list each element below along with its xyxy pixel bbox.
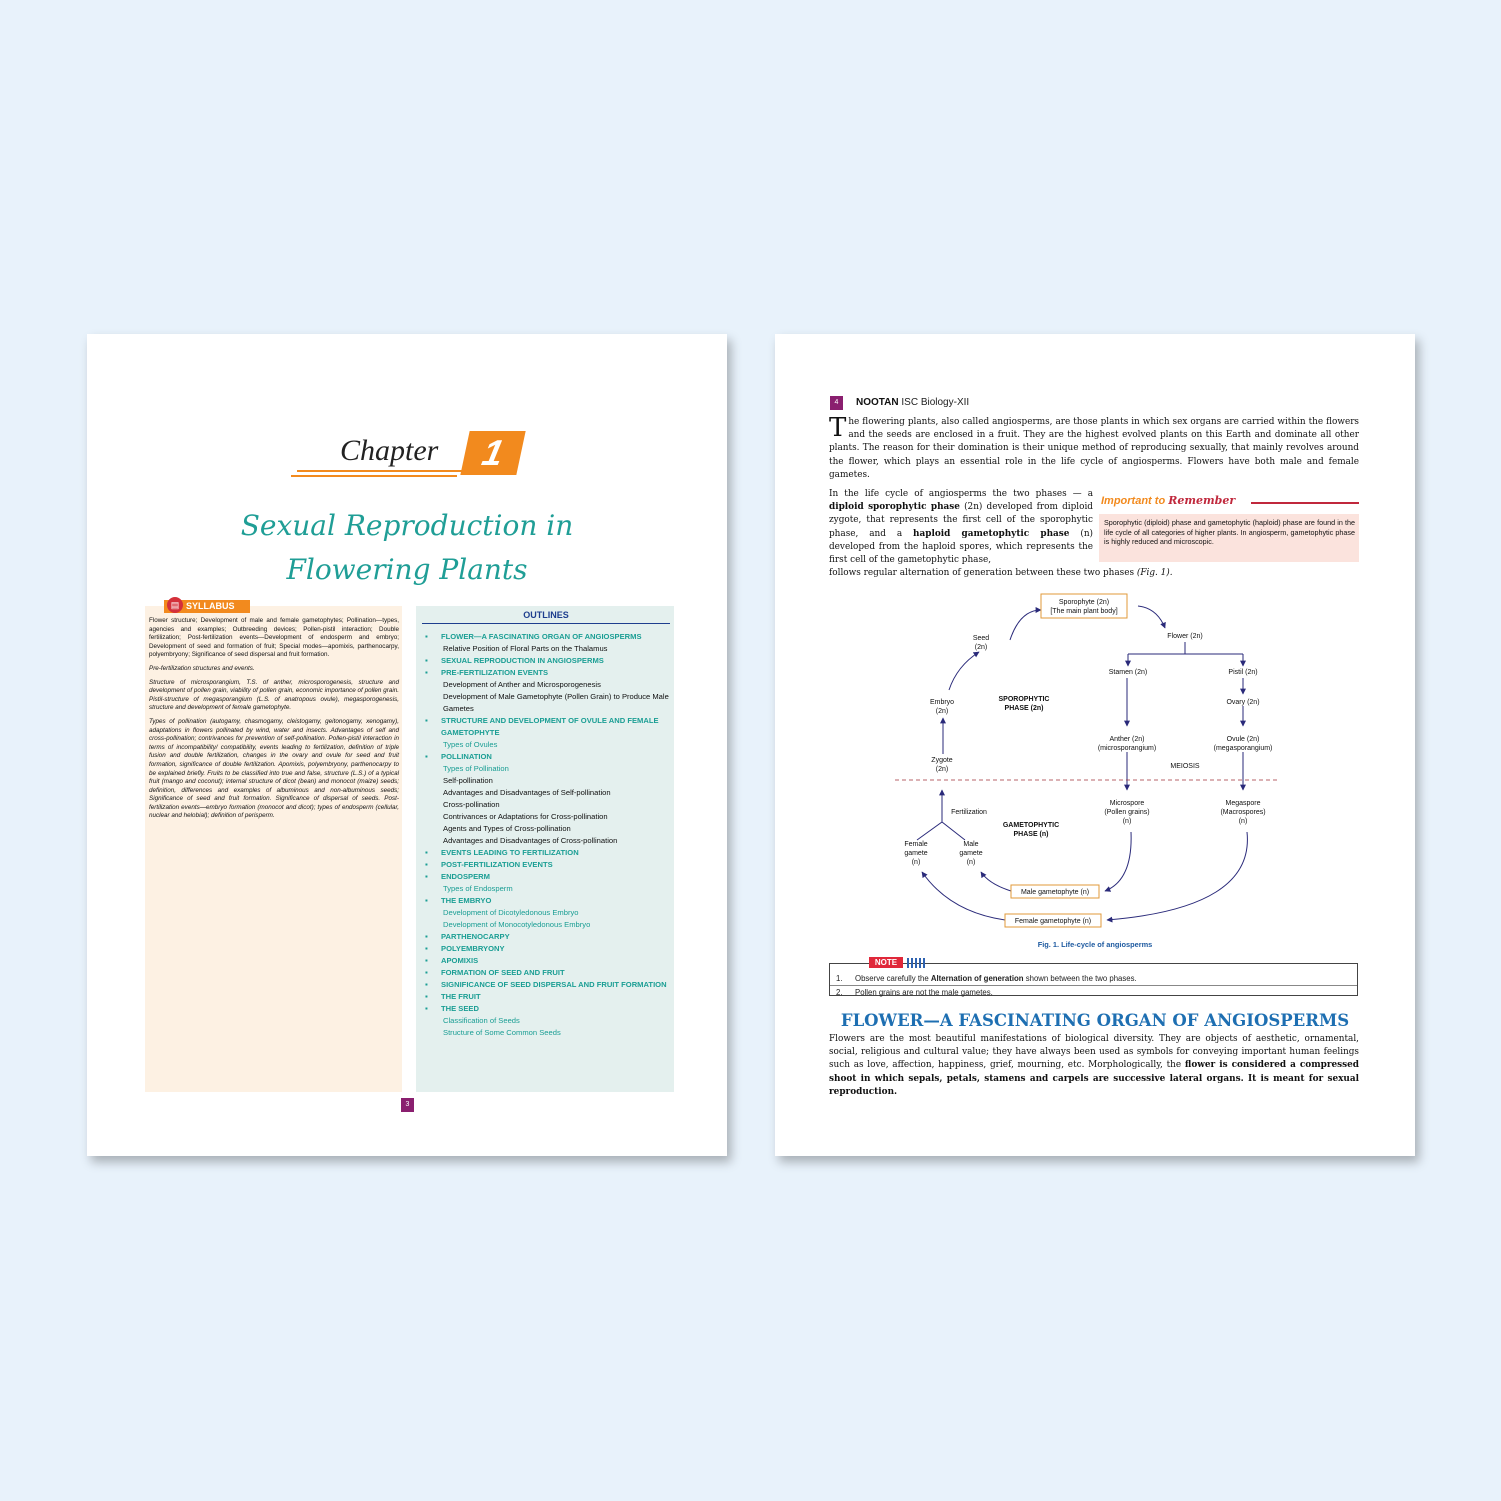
microspore-label: Microspore (1109, 800, 1145, 807)
chapter-underline (297, 470, 465, 472)
figure-caption: Fig. 1. Life-cycle of angiosperms (1037, 940, 1153, 949)
chapter-title-line1: Sexual Reproduction in (240, 509, 574, 542)
outline-item: ▪ THE FRUIT (425, 991, 675, 1003)
outline-item: Development of Monocotyledonous Embryo (443, 920, 591, 929)
outline-item: Contrivances or Adaptations for Cross-pollination (443, 812, 608, 821)
syllabus-paragraph: Flower structure; Development of male and female gametophytes; Pollination—types, agencies and examples; Outbreeding devices; Pollen-pistil interaction; Double fertilization; Post-fertilization events—Development of endosperm and embryo; Development of seed and formation of fruit; Special modes—apomixis, parthenocarpy, polyembryony; Significance of seed dispersal and fruit formation. (149, 617, 399, 659)
left-page (87, 334, 727, 1156)
outline-item: ▪ APOMIXIS (425, 955, 675, 967)
right-page (775, 334, 1415, 1156)
outline-item: ▪ FORMATION OF SEED AND FRUIT (425, 967, 675, 979)
outline-item: Advantages and Disadvantages of Self-pollination (443, 788, 611, 797)
note-text: Observe carefully the (855, 974, 931, 983)
pistil-label: Pistil (2n) (1228, 669, 1258, 676)
life-cycle-diagram (895, 590, 1295, 936)
lifecycle-bold: diploid sporophytic phase (829, 502, 960, 513)
page-number: 3 (401, 1098, 414, 1112)
outline-item: Types of Endosperm (443, 884, 513, 893)
arrow-sporophyte-flower (1138, 606, 1165, 628)
arrow-megaspore-femalegametophyte (1107, 832, 1247, 920)
intro-paragraph (829, 413, 1359, 482)
note-bars-icon (907, 958, 925, 968)
male-gamete-label-2: gamete (959, 850, 983, 857)
arrow-femalegametophyte-femalegamete (922, 872, 1005, 920)
gametophytic-phase-label: GAMETOPHYTIC (1002, 822, 1060, 829)
outline-item: Classification of Seeds (443, 1016, 520, 1025)
outline-item: Types of Pollination (443, 764, 509, 773)
outline-item: Agents and Types of Cross-pollination (443, 824, 571, 833)
embryo-ploidy: (2n) (935, 708, 949, 715)
meiosis-label: MEIOSIS (1170, 763, 1200, 770)
outline-item: ▪ EVENTS LEADING TO FERTILIZATION (425, 847, 675, 859)
female-gamete-label-2: gamete (904, 850, 928, 857)
male-gametophyte-label: Male gametophyte (n) (1020, 889, 1090, 896)
outline-item: Types of Ovules (443, 740, 498, 749)
outline-item: ▪ FLOWER—A FASCINATING ORGAN OF ANGIOSPERMS (425, 631, 675, 643)
note-text: Pollen grains are not the male gametes. (855, 988, 993, 997)
lifecycle-text: In the life cycle of angiosperms the two phases — a (829, 489, 1093, 499)
female-gametophyte-label: Female gametophyte (n) (1014, 918, 1092, 925)
note-number: 1. (836, 974, 843, 983)
anther-label: Anther (2n) (1109, 736, 1145, 743)
arrow-malegametophyte-malegamete (981, 872, 1011, 891)
page-number: 4 (830, 396, 843, 410)
outline-item: Structure of Some Common Seeds (443, 1028, 561, 1037)
note-label: NOTE (869, 957, 903, 968)
outline-item: Relative Position of Floral Parts on the Thalamus (443, 644, 608, 653)
outline-item: ▪ ENDOSPERM (425, 871, 675, 883)
lifecycle-paragraph (829, 488, 1093, 567)
outline-item: ▪ POST-FERTILIZATION EVENTS (425, 859, 675, 871)
syllabus-text (149, 617, 399, 826)
outline-item: ▪ STRUCTURE AND DEVELOPMENT OF OVULE AND FEMALE GAMETOPHYTE (425, 715, 675, 739)
note-divider (830, 985, 1357, 986)
remember-label: Remember (1168, 494, 1236, 507)
zygote-label: Zygote (931, 757, 953, 764)
anther-sublabel: (microsporangium) (1097, 745, 1157, 752)
microspore-ploidy: (n) (1122, 818, 1132, 825)
outline-item: Development of Anther and Microsporogenesis (443, 680, 601, 689)
chapter-underline-2 (291, 475, 457, 477)
important-heading (1101, 494, 1235, 507)
important-label: Important to (1101, 495, 1169, 507)
outline-item: Development of Dicotyledonous Embryo (443, 908, 579, 917)
flower-label: Flower (2n) (1167, 633, 1203, 640)
outlines-title: OUTLINES (523, 610, 569, 620)
gametophytic-phase-ploidy: PHASE (n) (1013, 831, 1049, 838)
important-text: Sporophytic (diploid) phase and gametophytic (haploid) phase are found in the life cycle of all categories of higher plants. In angiosperm, gametophytic phase is highly reduced and microscopic. (1104, 518, 1355, 547)
outline-item: ▪ POLYEMBRYONY (425, 943, 675, 955)
microspore-sublabel: (Pollen grains) (1104, 809, 1150, 816)
arrow-microspore-malegametophyte (1105, 832, 1131, 891)
megaspore-sublabel: (Macrospores) (1220, 809, 1266, 816)
outline-item: Development of Male Gametophyte (Pollen Grain) to Produce Male Gametes (443, 692, 669, 713)
sporophyte-label: Sporophyte (2n) (1058, 599, 1110, 606)
header-brand: NOOTAN (856, 397, 899, 408)
flower-paragraph (829, 1033, 1359, 1099)
note-item (830, 987, 1357, 998)
lifecycle-text: (n) developed from the haploid spores, which represents the first cell of the gametophytic phase, (829, 528, 1094, 566)
flower-bold-text: flower is considered a compressed shoot in which sepals, petals, stamens and carpels are successive lateral organs. It is meant for sexual reproduction. (829, 1060, 1359, 1097)
flower-text: Flowers are the most beautiful manifestations of biological diversity. They are objects of aesthetic, ornamental, social, religious and cultural value; they have always been used as symbols for conveying important human feelings such as love, affection, happiness, grief, mourning, etc. Morphologically, the (829, 1034, 1359, 1071)
chapter-label: Chapter (340, 434, 439, 467)
seed-ploidy: (2n) (974, 644, 988, 651)
section-heading: FLOWER—A FASCINATING ORGAN OF ANGIOSPERMS (840, 1011, 1350, 1030)
outlines-list (425, 631, 675, 1039)
chapter-title-line2: Flowering Plants (286, 553, 528, 586)
outline-item: ▪ POLLINATION (425, 751, 675, 763)
female-gamete-label: Female (904, 841, 928, 848)
fertilization-label: Fertilization (951, 809, 987, 816)
outline-item: Advantages and Disadvantages of Cross-pollination (443, 836, 618, 845)
note-item (830, 973, 1357, 984)
megaspore-ploidy: (n) (1238, 818, 1248, 825)
note-text: shown between the two phases. (1023, 974, 1137, 983)
lifecycle-text: (2n) developed from diploid zygote, that represents the first cell of the sporophytic phase, and a (829, 502, 1093, 539)
lifecycle-bold: haploid gametophytic phase (913, 528, 1070, 539)
outlines-rule (422, 623, 670, 624)
drop-cap: T (829, 413, 847, 443)
seed-label: Seed (972, 635, 990, 642)
header-book: ISC Biology-XII (901, 397, 970, 408)
note-bold: Alternation of generation (930, 974, 1024, 983)
document-icon: ▤ (167, 597, 183, 613)
chapter-number: 1 (460, 431, 525, 475)
sporophyte-sublabel: [The main plant body] (1050, 608, 1118, 615)
zygote-ploidy: (2n) (935, 766, 949, 773)
lifecycle-text: follows regular alternation of generation between these two phases (829, 568, 1137, 578)
important-rule (1251, 502, 1359, 504)
syllabus-paragraph: Pre-fertilization structures and events. (149, 664, 255, 672)
intro-text: he flowering plants, also called angiosperms, are those plants in which sex organs are carried within the flowers and the seeds are enclosed in a fruit. They are the highest evolved plants on this Earth and dominate all other plants. The reason for their domination is their unique method of reproducing sexually, that mainly revolves around the flower, which plays an essential role in the life cycle of angiosperms. Flowers have both male and female gametes. (829, 417, 1359, 480)
outline-item: ▪ THE SEED (425, 1003, 675, 1015)
outline-item: Self-pollination (443, 776, 493, 785)
outline-item: ▪ SEXUAL REPRODUCTION IN ANGIOSPERMS (425, 655, 675, 667)
lifecycle-last-line (829, 567, 1229, 580)
outline-item: ▪ THE EMBRYO (425, 895, 675, 907)
ovule-sublabel: (megasporangium) (1213, 745, 1273, 752)
arrow-seed-sporophyte (1010, 610, 1041, 640)
figure-reference: (Fig. 1). (1136, 568, 1173, 578)
sporophytic-phase-ploidy: PHASE (2n) (1004, 705, 1044, 712)
ovary-label: Ovary (2n) (1226, 699, 1260, 706)
arrow-embryo-seed (949, 652, 979, 690)
flower-branch (1128, 642, 1243, 664)
ovule-label: Ovule (2n) (1226, 736, 1260, 743)
outline-item: ▪ PRE-FERTILIZATION EVENTS (425, 667, 675, 679)
outline-item: Cross-pollination (443, 800, 500, 809)
male-gamete-label: Male (963, 841, 979, 848)
syllabus-tab: SYLLABUS (164, 600, 250, 613)
megaspore-label: Megaspore (1225, 800, 1261, 807)
male-gamete-ploidy: (n) (966, 859, 976, 866)
syllabus-paragraph: Types of pollination (autogamy, chasmogamy, cleistogamy, geitonogamy, xenogamy), adaptations in flowers pollinated by wind, water and insects. Advantages of self and cross-pollination; contrivances for prevention of self-pollination. Pollen-pistil interaction in terms of incompatibility/ compatibility, events leading to fertilization, definition of triple fusion and double fertilization, changes in the ovary and ovule for seed and fruit formation, significance of double fertilization. Apomixis, polyembryony, parthenocarpy to be explained briefly. Fruits to be classified into true and false, structure (L.S.) of a typical fruit (mango and coconut); internal structure of dicot (bean) and monocot (maize) seeds; definition, differences and examples of albuminous and non-albuminous seeds; Significance of seed and fruit formation. Significance of dispersal of seeds. Post-fertilization events—embryo formation (monocot and dicot); types of endosperm (cellular, nuclear and helobial); definition of perisperm. (149, 717, 399, 820)
note-number: 2. (836, 988, 843, 997)
female-gamete-ploidy: (n) (911, 859, 921, 866)
syllabus-paragraph: Structure of microsporangium, T.S. of anther, microsporogenesis, structure and development of pollen grain, viability of pollen grain, economic importance of pollen grain. Pistil-structure of megasporangium (L.S. of anatropous ovule), megasporogenesis, structure and development of female gametophyte. (149, 678, 399, 712)
sporophytic-phase-label: SPOROPHYTIC (998, 696, 1050, 703)
chapter-title (87, 504, 727, 592)
stamen-label: Stamen (2n) (1108, 669, 1148, 676)
running-header (856, 397, 969, 408)
outline-item: ▪ PARTHENOCARPY (425, 931, 675, 943)
embryo-label: Embryo (929, 699, 955, 706)
outline-item: ▪ SIGNIFICANCE OF SEED DISPERSAL AND FRUIT FORMATION (425, 979, 675, 991)
